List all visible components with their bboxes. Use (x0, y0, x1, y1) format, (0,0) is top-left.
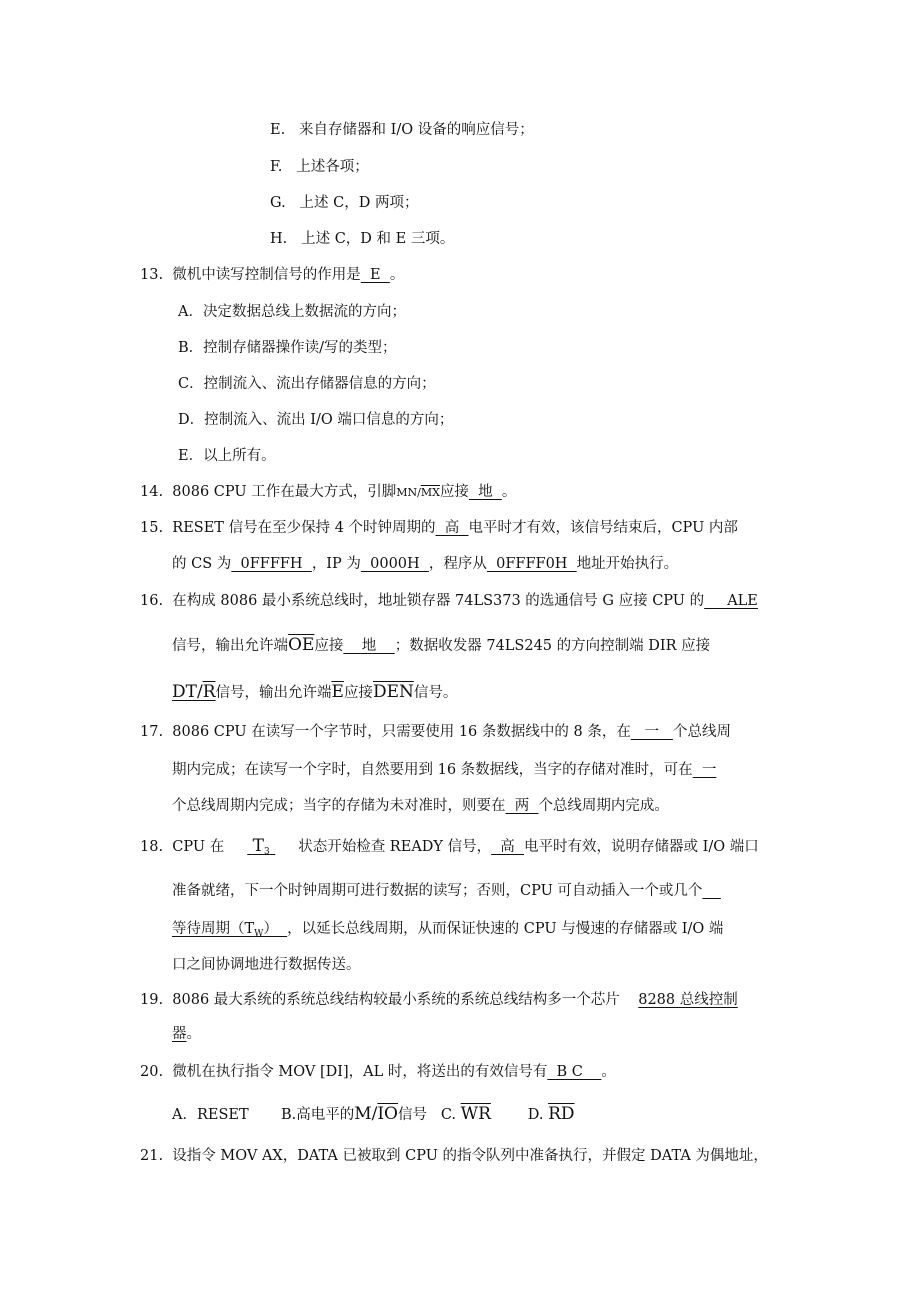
question-16-line-2: 信号，输出允许端$\overline{OE}$应接 地 ；数据收发器 74LS245 的方向控制端 DIR 应接 (172, 635, 711, 655)
q20-option-b: B.高电平的$M/\overline{IO}$信号 (280, 1104, 427, 1124)
option-g: G. 上述 C，D 两项； (270, 195, 419, 211)
answer-blank: 0000H (360, 556, 429, 572)
question-15-line-2: 的 CS 为 0FFFFH ，IP 为 0000H ，程序从 0FFFF0H 地址开始执行。 (172, 556, 679, 572)
question-14: 14. 8086 CPU 工作在最大方式，引脚$MN/\overline{MX}$应接 地 。 (140, 484, 517, 500)
question-19: 19. 8086 最大系统的系统总线结构较最小系统的系统总线结构多一个芯片 8288 总线控制 (140, 992, 738, 1008)
answer-blank: 两 (505, 798, 539, 814)
question-18-line-2: 准备就绪，下一个时钟周期可进行数据的读写；否则，CPU 可自动插入一个或几个 (172, 881, 721, 901)
question-18-line-4: 口之间协调地进行数据传送。 (172, 957, 361, 973)
question-17: 17. 8086 CPU 在读写一个字节时，只需要使用 16 条数据线中的 8 条，在 一 个总线周 (140, 724, 731, 740)
question-13: 13. 微机中读写控制信号的作用是 E 。 (140, 267, 405, 283)
q20-option-d: D. $\overline{RD}$ (527, 1104, 575, 1124)
answer-blank: 地 (343, 638, 395, 654)
q13-option-d: D．控制流入、流出 I/O 端口信息的方向； (178, 412, 454, 428)
q20-option-c: C. $\overline{WR}$ (440, 1104, 491, 1124)
answer-blank (702, 883, 720, 899)
answer-blank: 高 (491, 839, 525, 855)
question-20: 20. 微机在执行指令 MOV [DI]，AL 时，将送出的有效信号有 B C 。 (140, 1064, 616, 1080)
option-h: H. 上述 C，D 和 E 三项。 (270, 231, 455, 247)
q13-option-b: B．控制存储器操作读/写的类型； (178, 340, 397, 356)
q20-options (172, 1104, 575, 1125)
answer-blank: 0FFFFH (231, 556, 312, 572)
answer-blank: E (360, 267, 390, 283)
question-19-line-2: 器。 (172, 1026, 201, 1042)
t3-state: $T_3$ (252, 836, 270, 857)
question-18: 18. CPU 在 $T_3$ 状态开始检查 READY 信号， 高 电平时有效，说明存储器或 I/O 端口 (140, 836, 759, 857)
answer-blank: 一 (692, 762, 717, 778)
q13-option-a: A．决定数据总线上数据流的方向； (178, 304, 406, 320)
option-f: F. 上述各项； (270, 159, 369, 175)
question-17-line-3: 个总线周期内完成；当字的存储为未对准时，则要在 两 个总线周期内完成。 (172, 798, 669, 814)
answer-blank: 高 (435, 520, 469, 536)
answer-blank: 8288 总线控制 (638, 992, 738, 1008)
q20-option-a: A．RESET (172, 1107, 249, 1123)
answer-blank: 0FFFF0H (486, 556, 577, 572)
question-15: 15. RESET 信号在至少保持 4 个时钟周期的 高 电平时才有效，该信号结束后，CPU 内部 (140, 520, 738, 536)
answer-blank: B C (547, 1064, 602, 1080)
dtr-signal: DT/R (172, 682, 216, 702)
answer-blank: 器 (172, 1026, 187, 1042)
pin-label: $MN/\overline{MX}$ (396, 486, 440, 499)
answer-blank: 地 (468, 484, 502, 500)
oe-signal: $\overline{OE}$ (288, 635, 315, 655)
question-21: 21. 设指令 MOV AX，DATA 已被取到 CPU 的指令队列中准备执行，并假定 DATA 为偶地址， (140, 1148, 768, 1164)
den-signal: $\overline{DEN}$ (372, 682, 414, 702)
question-17-line-2: 期内完成；在读写一个字时，自然要用到 16 条数据线，当字的存储对准时，可在 一 (172, 762, 717, 778)
e-signal: $\overline{E}$ (331, 682, 344, 702)
q13-option-e: E．以上所有。 (178, 448, 276, 464)
q13-option-c: C．控制流入、流出存储器信息的方向； (178, 376, 436, 392)
answer-blank: ALE (704, 593, 758, 609)
option-e: E. 来自存储器和 I/O 设备的响应信号； (270, 122, 534, 138)
answer-blank: 等待周期$(T_W)$ (172, 921, 288, 939)
question-18-line-3: 等待周期$(T_W)$ ，以延长总线周期，从而保证快速的 CPU 与慢速的存储器或 I/O 端 (172, 921, 724, 939)
question-16: 16. 在构成 8086 最小系统总线时，地址锁存器 74LS373 的选通信号 G 应接 CPU 的 ALE (140, 593, 758, 609)
question-16-line-3: DT/R信号，输出允许端$\overline{E}$应接$\overline{DEN}$信号。 (172, 682, 458, 702)
answer-blank: 一 (630, 724, 673, 740)
